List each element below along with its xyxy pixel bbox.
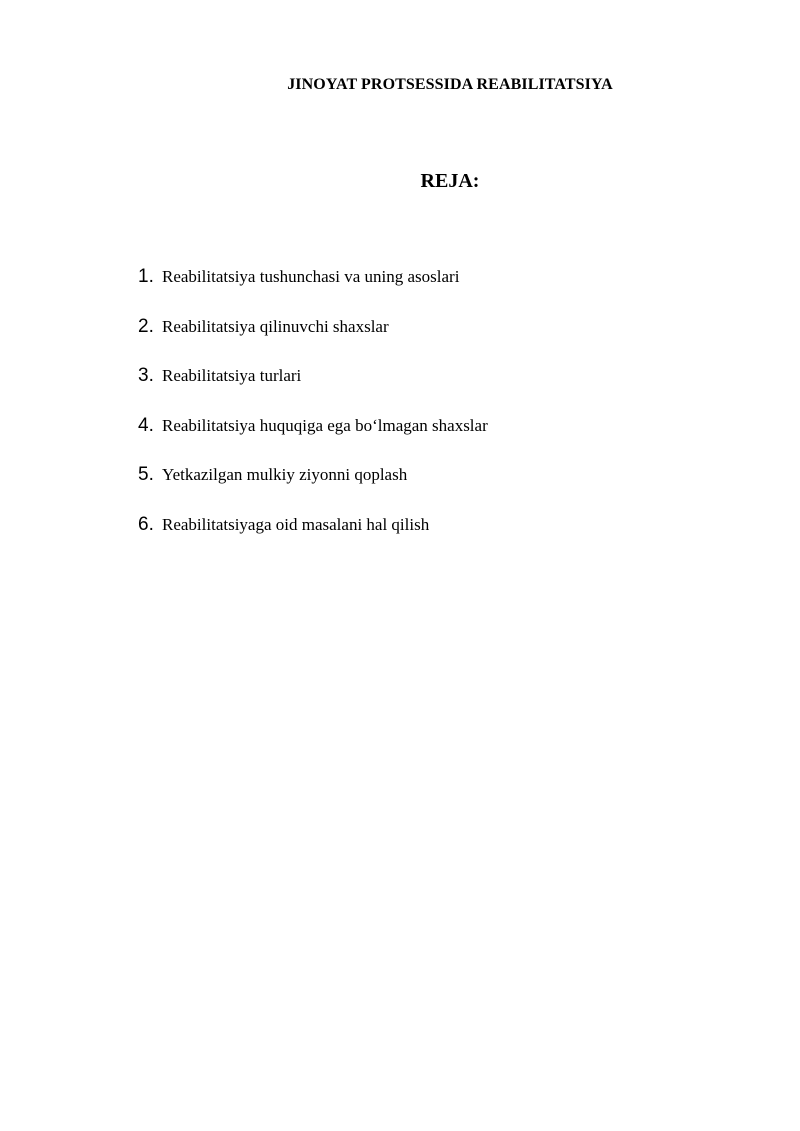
plan-item — [138, 464, 488, 514]
plan-list — [138, 266, 488, 564]
plan-item-number: 4. — [138, 414, 154, 436]
plan-item-text: Reabilitatsiya qilinuvchi shaxslar — [162, 316, 389, 336]
plan-item — [138, 266, 488, 316]
plan-item-text: Yetkazilgan mulkiy ziyonni qoplash — [162, 465, 408, 485]
plan-item — [138, 316, 488, 366]
plan-heading: REJA: — [420, 170, 480, 192]
plan-item-number: 1. — [138, 266, 154, 287]
plan-item-text: Reabilitatsiya tushunchasi va uning asoslari — [162, 267, 460, 286]
plan-item-text: Reabilitatsiya huquqiga ega boʻlmagan shaxslar — [162, 415, 488, 435]
document-title: JINOYAT PROTSESSIDA REABILITATSIYA — [287, 76, 613, 93]
plan-item-number: 3. — [138, 365, 154, 387]
plan-item-number: 2. — [138, 315, 154, 337]
plan-item — [138, 514, 488, 564]
plan-item — [138, 365, 488, 415]
plan-item-number: 5. — [138, 464, 154, 486]
plan-item — [138, 415, 488, 465]
plan-item-text: Reabilitatsiyaga oid masalani hal qilish — [162, 514, 430, 534]
plan-item-number: 6. — [138, 513, 154, 535]
plan-item-text: Reabilitatsiya turlari — [162, 366, 302, 386]
